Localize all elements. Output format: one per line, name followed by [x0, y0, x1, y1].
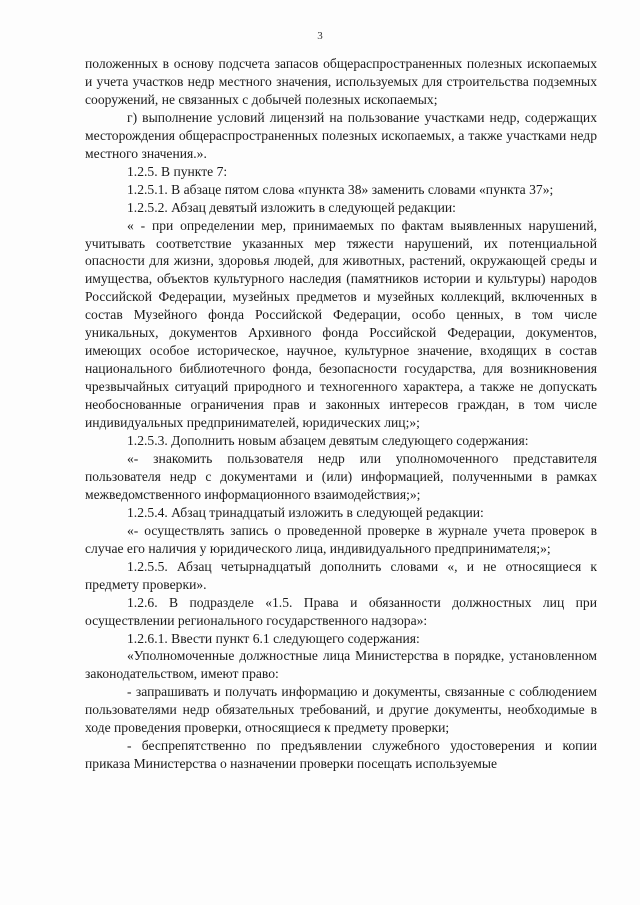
document-body [85, 55, 597, 773]
paragraph: 1.2.5.5. Абзац четырнадцатый дополнить словами «, и не относящиеся к предмету проверки». [85, 558, 597, 592]
paragraph: 1.2.6. В подразделе «1.5. Права и обязанности должностных лиц при осуществлении регионального государственного надзора»: [85, 594, 597, 628]
paragraph: положенных в основу подсчета запасов общераспространенных полезных ископаемых и учета участков недр местного значения, используемых для строительства подземных сооружений, не связанных с добычей полезных ископаемых; [85, 56, 597, 107]
paragraph: «- знакомить пользователя недр или уполномоченного представителя пользователя недр с документами и (или) информацией, полученными в рамках межведомственного информационного взаимодействия;»; [85, 450, 597, 502]
paragraph: - беспрепятственно по предъявлении служебного удостоверения и копии приказа Министерства о назначении проверки посещать используемые [85, 738, 597, 772]
paragraph: «Уполномоченные должностные лица Министерства в порядке, установленном законодательством, имеют право: [85, 648, 597, 682]
paragraph: « - при определении мер, принимаемых по фактам выявленных нарушений, учитывать соответствие указанных мер тяжести нарушений, их потенциальной опасности для жизни, здоровья людей, для животных, растений, окружающей среды и имущества, объектов культурного наследия (памятников истории и культуры) народов Российской Федерации, музейных предметов и музейных коллекций, включенных в состав Музейного фонда Российской Федерации, особо ценных, в том числе уникальных, документов Архивного фонда Российской Федерации, документов, имеющих особое историческое, научное, культурное значение, входящих в состав национального библиотечного фонда, безопасности государства, для возникновения чрезвычайных ситуаций природного и техногенного характера, а также не допускать необоснованные ограничения прав и законных интересов граждан, в том числе индивидуальных предпринимателей, юридических лиц;»; [85, 217, 597, 431]
paragraph: «- осуществлять запись о проведенной проверке в журнале учета проверок в случае его наличия у юридического лица, индивидуального предпринимателя;»; [85, 522, 597, 556]
paragraph: 1.2.5. В пункте 7: [127, 163, 228, 179]
paragraph: 1.2.5.2. Абзац девятый изложить в следующей редакции: [127, 199, 456, 215]
paragraph: 1.2.5.3. Дополнить новым абзацем девятым следующего содержания: [127, 433, 529, 449]
paragraph: г) выполнение условий лицензий на пользование участками недр, содержащих месторождения общераспространенных полезных ископаемых, а также участками недр местного значения.». [85, 109, 597, 161]
page-number: 3 [317, 30, 323, 42]
paragraph: - запрашивать и получать информацию и документы, связанные с соблюдением пользователями недр обязательных требований, и другие документы, необходимые в ходе проведения проверки, относящиеся к предмету проверки; [85, 684, 597, 736]
paragraph: 1.2.6.1. Ввести пункт 6.1 следующего содержания: [127, 630, 420, 646]
paragraph: 1.2.5.1. В абзаце пятом слова «пункта 38» заменить словами «пункта 37»; [127, 181, 554, 197]
paragraph: 1.2.5.4. Абзац тринадцатый изложить в следующей редакции: [127, 504, 484, 520]
